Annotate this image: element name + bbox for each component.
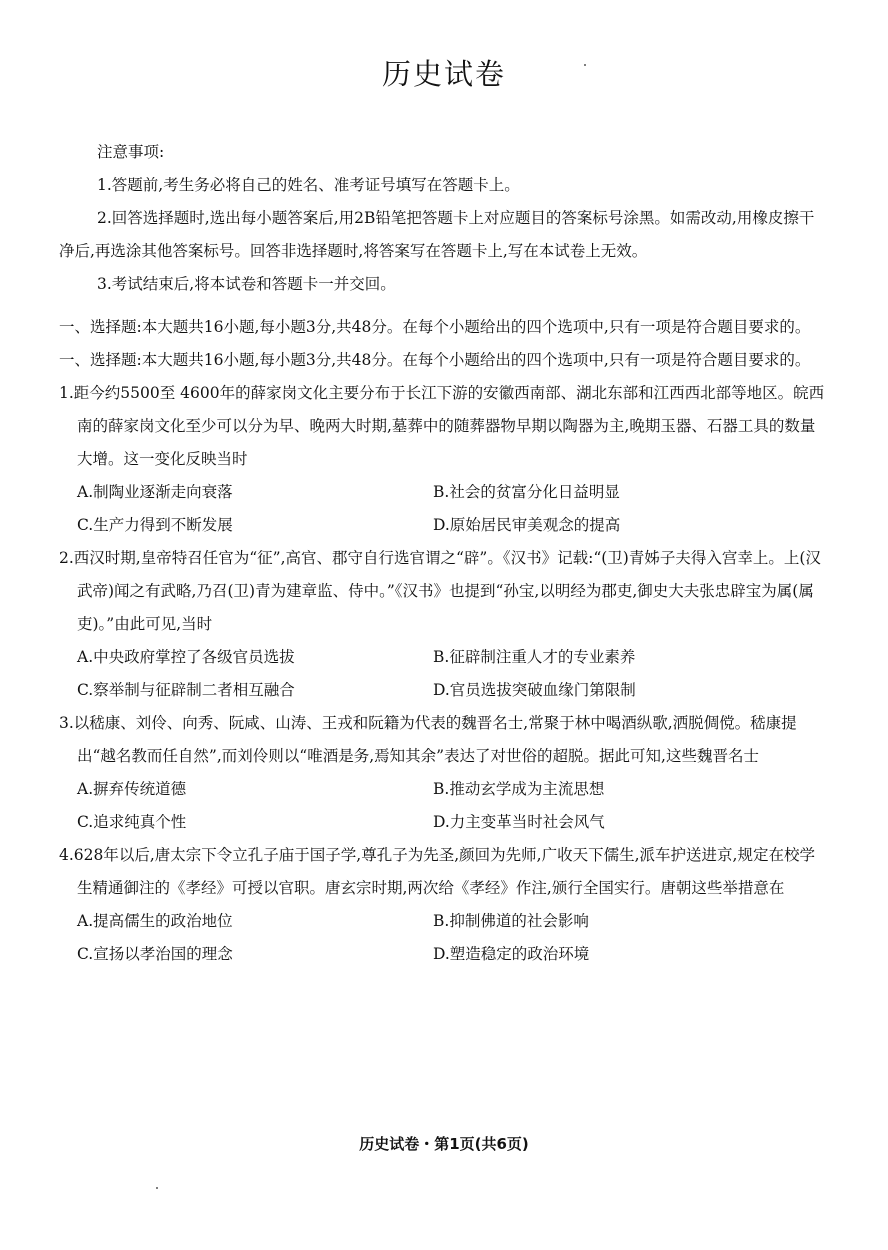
option-a: A.中央政府掌控了各级官员选拔 [77,648,295,666]
option-d: D.官员选拔突破血缘门第限制 [433,681,636,699]
exam-content [59,136,829,971]
section-heading: 一、选择题:本大题共16小题,每小题3分,共48分。在每个小题给出的四个选项中,只有一项是符合题目要求的。 [59,318,811,336]
scan-speck-bottom [156,1187,158,1189]
question-stem: 2.西汉时期,皇帝特召任官为“征”,高官、郡守自行选官谓之“辟”。《汉书》记载:“(卫)青姊子夫得入宫幸上。上(汉武帝)闻之有武略,乃召(卫)青为建章监、侍中。”《汉书》也提到“孙宝,以明经为郡吏,御史大夫张忠辟宝为属(属吏)。”由此可见,当时 [59,549,821,633]
question [59,839,829,971]
notice-heading: 注意事项: [97,143,165,161]
question-options [59,476,829,542]
option-c: C.生产力得到不断发展 [77,516,233,534]
option-b: B.社会的贫富分化日益明显 [433,483,620,501]
option-d: D.塑造稳定的政治环境 [433,945,590,963]
page-footer: 历史试卷・第1页(共6页) [359,1135,529,1153]
question-options [59,905,829,971]
notice-item: 2.回答选择题时,选出每小题答案后,用2B铅笔把答题卡上对应题目的答案标号涂黑。如需改动,用橡皮擦干净后,再选涂其他答案标号。回答非选择题时,将答案写在答题卡上,写在本试卷上无效。 [59,209,815,260]
question [59,377,829,542]
option-b: B.征辟制注重人才的专业素养 [433,648,636,666]
option-c: C.追求纯真个性 [77,813,187,831]
notice-block [59,136,829,301]
option-a: A.制陶业逐渐走向衰落 [77,483,233,501]
question-stem: 1.距今约5500至 4600年的薛家岗文化主要分布于长江下游的安徽西南部、湖北东部和江西西北部等地区。皖西南的薛家岗文化至少可以分为早、晚两大时期,墓葬中的随葬器物早期以陶器为主,晚期玉器、石器工具的数量大增。这一变化反映当时 [59,384,825,468]
option-a: A.摒弃传统道德 [77,780,187,798]
question [59,542,829,707]
option-b: B.推动玄学成为主流思想 [433,780,605,798]
notice-item: 3.考试结束后,将本试卷和答题卡一并交回。 [97,275,396,293]
option-c: C.察举制与征辟制二者相互融合 [77,681,295,699]
option-d: D.力主变革当时社会风气 [433,813,605,831]
option-d: D.原始居民审美观念的提高 [433,516,621,534]
section-heading: 一、选择题:本大题共16小题,每小题3分,共48分。在每个小题给出的四个选项中,只有一项是符合题目要求的。 [59,351,811,369]
option-c: C.宣扬以孝治国的理念 [77,945,233,963]
scan-speck-top [584,64,586,66]
question-options [59,641,829,707]
question [59,707,829,839]
notice-item: 1.答题前,考生务必将自己的姓名、准考证号填写在答题卡上。 [97,176,520,194]
option-a: A.提高儒生的政治地位 [77,912,233,930]
question-stem: 3.以嵇康、刘伶、向秀、阮咸、山涛、王戎和阮籍为代表的魏晋名士,常聚于林中喝酒纵歌,洒脱倜傥。嵇康提出“越名教而任自然”,而刘伶则以“唯酒是务,焉知其余”表达了对世俗的超脱。据此可知,这些魏晋名士 [59,714,797,765]
question-stem: 4.628年以后,唐太宗下令立孔子庙于国子学,尊孔子为先圣,颜回为先师,广收天下儒生,派车护送进京,规定在校学生精通御注的《孝经》可授以官职。唐玄宗时期,两次给《孝经》作注,颁行全国实行。唐朝这些举措意在 [59,846,815,897]
question-options [59,773,829,839]
page-title: 历史试卷 [381,57,506,91]
option-b: B.抑制佛道的社会影响 [433,912,589,930]
